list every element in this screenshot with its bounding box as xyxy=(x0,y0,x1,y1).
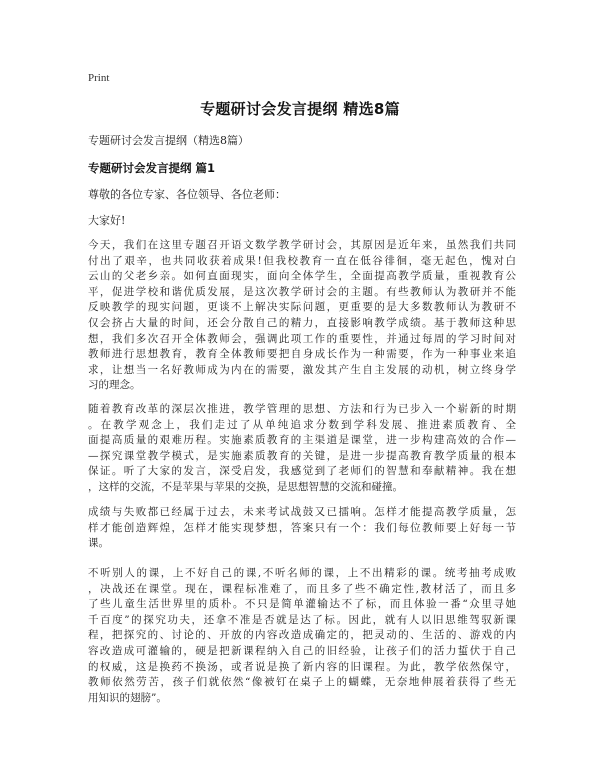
paragraph-line: 容改造成可灌输的，硬是把新课程纳入自己的旧经验，让孩子们的活力蜇伏于自己 xyxy=(88,644,516,657)
salutation-line: 大家好! xyxy=(88,214,126,227)
paragraph-line: —探究课堂教学模式，是实施素质教育的关键，是进一步提高教育教学质量的根本 xyxy=(88,449,516,462)
paragraph-line: 仅会挤占大量的时间，还会分散自己的精力，直接影响教学成绩。基于教师这种思 xyxy=(88,316,516,329)
paragraph-line: ，这样的交流，不是苹果与苹果的交换，是思想智慧的交流和碰撞。 xyxy=(88,480,403,493)
paragraph-line: 云山的父老乡亲。如何直面现实，面向全体学生，全面提高教学质量，重视教育公 xyxy=(88,270,516,283)
paragraph-1 xyxy=(88,238,516,394)
section-heading: 专题研讨会发言提纲 篇1 xyxy=(88,161,216,175)
paragraph-line: 教师依然劳苦，孩子们就依然“像被钉在桌子上的蝴蝶，无奈地伸展着获得了些无 xyxy=(88,676,516,689)
paragraph-line: 想，我们多次召开全体教师会，强调此项工作的重要性，并通过每周的学习时间对 xyxy=(88,332,516,345)
paragraph-line: 习的理念。 xyxy=(88,379,141,392)
paragraph-line: 随着教育改革的深层次推进，教学管理的思想、方法和行为已步入一个崭新的时期 xyxy=(88,403,516,415)
paragraph-line: 求，让想当一名好教师成为内在的需要，激发其产生自主发展的动机，树立终身学 xyxy=(88,363,516,376)
document-subtitle: 专题研讨会发言提纲（精选8篇） xyxy=(88,134,249,147)
paragraph-line: 反映教学的现实问题，更谈不上解决实际问题，更重要的是大多数教师认为教研不 xyxy=(88,301,516,314)
document-title: 专题研讨会发言提纲 精选8篇 xyxy=(200,100,400,118)
print-label[interactable]: Print xyxy=(88,72,110,84)
paragraph-line: 的权威，这是换药不换汤，或者说是换了新内容的旧课程。为此，教学依然保守， xyxy=(88,660,516,673)
paragraph-line: 。在教学观念上，我们走过了从单纯追求分数到学科发展、推进素质教育、全 xyxy=(88,418,516,431)
paragraph-4 xyxy=(88,566,516,706)
paragraph-line: 不听别人的课，上不好自己的课,不听名师的课，上不出精彩的课。统考抽考成败 xyxy=(88,567,516,579)
paragraph-line: 成绩与失败都已经属于过去，未来考试战鼓又已擂响。怎样才能提高教学质量，怎 xyxy=(88,506,516,518)
paragraph-line: 了些儿童生活世界里的质朴。不只是简单灌输达不了标，而且体验一番“众里寻她 xyxy=(88,598,516,611)
paragraph-line: 教师进行思想教育，教育全体教师要把自身成长作为一种需要，作为一种事业来追 xyxy=(88,348,516,361)
paragraph-line: 课。 xyxy=(88,537,109,550)
paragraph-line: 平，促进学校和谐优质发展，是这次教学研讨会的主题。有些教师认为教研并不能 xyxy=(88,285,516,298)
paragraph-line: 程，把探究的、讨论的、开放的内容改造成确定的，把灵动的、生活的、游戏的内 xyxy=(88,629,516,642)
paragraph-line: 面提高质量的艰难历程。实施素质教育的主渠道是课堂，进一步构建高效的合作— xyxy=(88,434,516,447)
paragraph-line: 用知识的翅膀”。 xyxy=(88,691,167,704)
paragraph-line: 样才能创造辉煌，怎样才能实现梦想，答案只有一个：我们每位教师要上好每一节 xyxy=(88,521,516,534)
paragraph-line: 千百度”的探究功夫，还拿不准是否就是达了标。因此，就有人以旧思维驾驭新课 xyxy=(88,613,516,626)
paragraph-line: 保证。听了大家的发言，深受启发，我感觉到了老师们的智慧和奉献精神。我在想 xyxy=(88,465,516,478)
paragraph-2 xyxy=(88,402,516,496)
paragraph-line: 付出了艰辛，也共同收获着成果!但我校教育一直在低谷徘徊，毫无起色，愧对白 xyxy=(88,254,516,267)
paragraph-line: ，决战还在课堂。现在，课程标准难了，而且多了些不确定性,教材活了，而且多 xyxy=(88,582,516,595)
paragraph-3 xyxy=(88,505,516,552)
greeting-line: 尊敬的各位专家、各位领导、各位老师： xyxy=(88,188,286,201)
paragraph-line: 今天，我们在这里专题召开语文数学教学研讨会，其原因是近年来，虽然我们共同 xyxy=(88,239,516,251)
